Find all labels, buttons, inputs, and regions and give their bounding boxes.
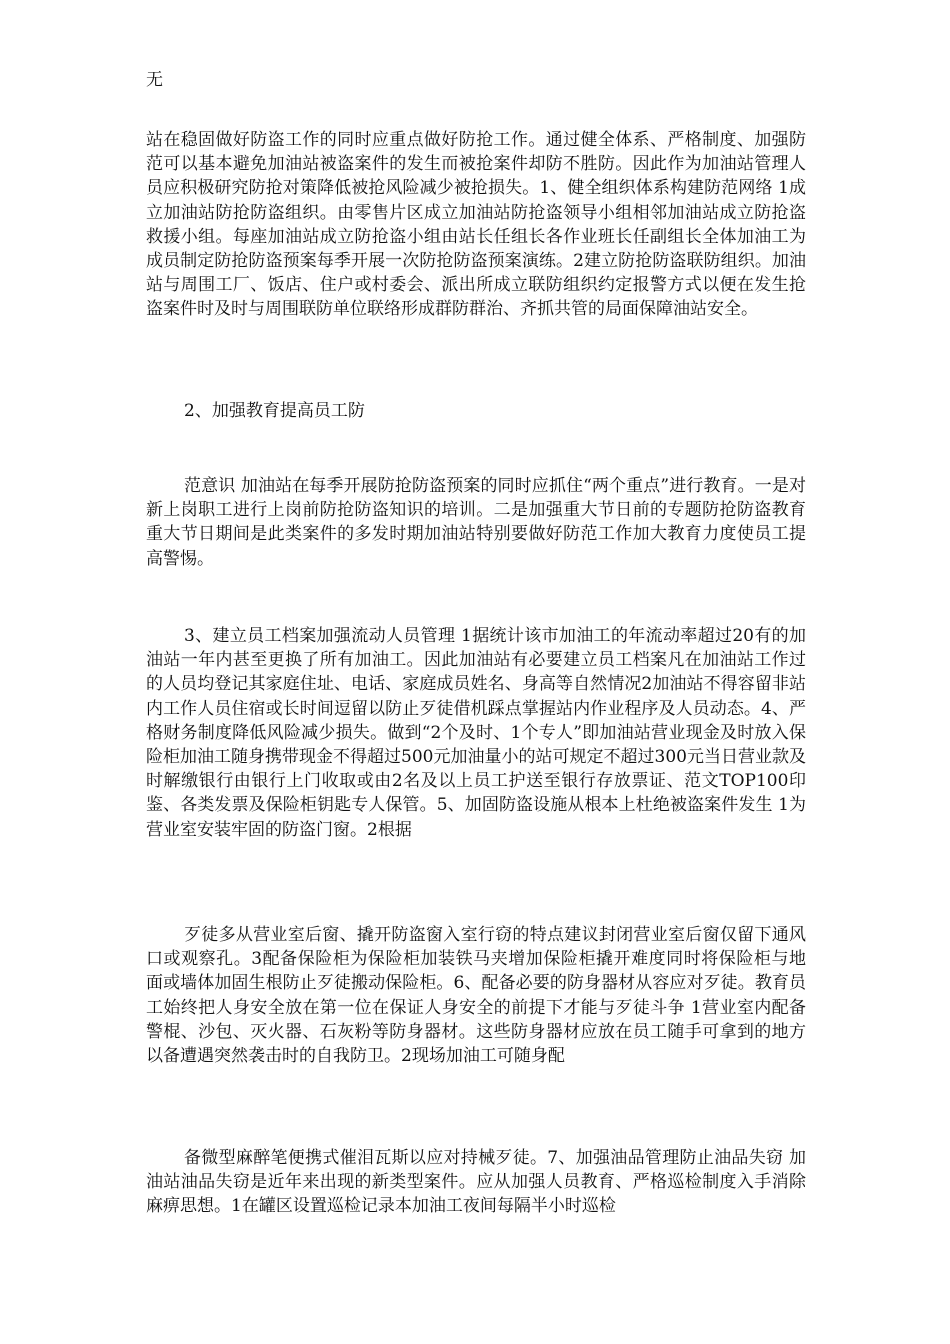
paragraph-6: 备微型麻醉笔便携式催泪瓦斯以应对持械歹徒。7、加强油品管理防止油品失窃 加油站油品失窃是近年来出现的新类型案件。应从加强人员教育、严格巡检制度入手消除麻痹思想。1在罐区设置巡检记录本加油工夜间每隔半小时巡检 [146,1148,806,1217]
paragraph-1: 站在稳固做好防盗工作的同时应重点做好防抢工作。通过健全体系、严格制度、加强防范可以基本避免加油站被盗案件的发生而被抢案件却防不胜防。因此作为加油站管理人员应积极研究防抢对策降低被抢风险减少被抢损失。1、健全组织体系构建防范网络 1成立加油站防抢防盗组织。由零售片区成立加油站防抢盗领导小组相邻加油站成立防抢盗救援小组。每座加油站成立防抢盗小组由站长任组长各作业班长任副组长全体加油工为成员制定防抢防盗预案每季开展一次防抢防盗预案演练。2建立防抢防盗联防组织。加油站与周围工厂、饭店、住户或村委会、派出所成立联防组织约定报警方式以便在发生抢盗案件时及时与周围联防单位联络形成群防群治、齐抓共管的局面保障油站安全。 [146,130,806,320]
paragraph-5: 歹徒多从营业室后窗、撬开防盗窗入室行窃的特点建议封闭营业室后窗仅留下通风口或观察孔。3配备保险柜为保险柜加装铁马夹增加保险柜撬开难度同时将保险柜与地 面或墙体加固生根防止歹徒搬动保险柜。6、配备必要的防身器材从容应对歹徒。教育员工始终把人身安全放在第一位在保证人身安全的前提下才能与歹徒斗争 1营业室内配备警棍、沙包、灭火器、石灰粉等防身器材。这些防身器材应放在员工随手可拿到的地方以备遭遇突然袭击时的自我防卫。2现场加油工可随身配 [146,925,806,1067]
page-header: 无 [146,70,163,90]
paragraph-4: 3、建立员工档案加强流动人员管理 1据统计该市加油工的年流动率超过20有的加油站一年内甚至更换了所有加油工。因此加油站有必要建立员工档案凡在加油站工作过的人员均登记其家庭住址、电话、家庭成员姓名、身高等自然情况2加油站不得容留非站内工作人员住宿或长时间逗留以防止歹徒借机踩点掌握站内作业程序及人员动态。4、严格财务制度降低风险减少损失。做到“2个及时、1个专人”即加油站营业现金及时放入保险柜加油工随身携带现金不得超过500元加油量小的站可规定不超过300元当日营业款及时解缴银行由银行上门收取或由2名及以上员工护送至银行存放票证、范文TOP100印鉴、各类发票及保险柜钥匙专人保管。5、加固防盗设施从根本上杜绝被盗案件发生 1为营业室安装牢固的防盗门窗。2根据 [146,626,806,840]
paragraph-3: 范意识 加油站在每季开展防抢防盗预案的同时应抓住“两个重点”进行教育。一是对新上岗职工进行上岗前防抢防盗知识的培训。二是加强重大节日前的专题防抢防盗教育重大节日期间是此类案件的多发时期加油站特别要做好防范工作加大教育力度使员工提高警惕。 [146,476,806,569]
paragraph-2: 2、加强教育提高员工防 [184,401,365,421]
